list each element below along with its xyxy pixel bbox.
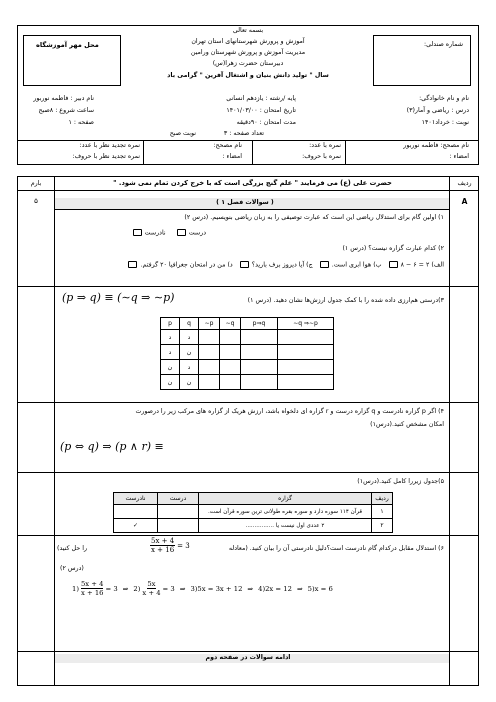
- page-count: تعداد صفحه : ۳: [223, 130, 264, 137]
- signature-2-label: امضاء :: [222, 153, 242, 160]
- answer-cell[interactable]: [220, 330, 241, 345]
- q3-col-contrapositive: ∼q ⇒∼p: [278, 318, 334, 330]
- q5-statement: ۲ عددی اول نیست یا ................: [199, 519, 372, 533]
- q3-truth-row: [161, 360, 334, 375]
- corrector-name: نام مصحح: فاطمه نوربور: [403, 142, 469, 149]
- q4-row-line: [17, 472, 479, 473]
- grade-major: پایه /رشته : یازدهم انسانی: [226, 95, 296, 102]
- grading-strip-line: [17, 140, 479, 141]
- header-row-line: [17, 190, 479, 191]
- header-line-2: مدیریت آموزش و پرورش شهرستان ورامین: [190, 49, 306, 56]
- answer-cell[interactable]: [278, 330, 334, 345]
- q1-opt-true-label: درست: [188, 229, 206, 237]
- q2-opt-c: ج) آیا دیروز برف بارید؟: [251, 261, 313, 269]
- seal-label: محل مهر آموزشگاه: [36, 41, 99, 49]
- q5-true-cell[interactable]: [158, 505, 199, 519]
- q5-text: ۵)جدول زیررا کامل کنید.(درس۱): [357, 478, 444, 485]
- cell: د: [180, 330, 199, 345]
- answer-cell[interactable]: [278, 360, 334, 375]
- quote-banner: حضرت علی (ع) می فرمایند " علم گنج بزرگی است که با خرج کردن تمام نمی شود. ": [113, 179, 392, 187]
- signature-1-label: امضاء :: [449, 153, 469, 160]
- header-line-3: دبیرستان حضرت زهرا(س): [212, 60, 284, 67]
- grading-divider-2: [252, 140, 253, 165]
- q5-statement: قرآن ۱۱۴ سوره دارد و سوره بقره طولانی ترین سوره قرآن است.: [199, 505, 372, 519]
- cell: ن: [180, 375, 199, 390]
- section-score: ۵: [34, 197, 38, 205]
- exam-term: نوبت : خرداد۱۴۰۱: [421, 119, 469, 126]
- q5-table: [113, 492, 393, 533]
- q6-equation: $\frac{5x + 4}{x + 16}$ = 3: [151, 537, 190, 554]
- answer-cell[interactable]: [220, 375, 241, 390]
- answer-cell[interactable]: [199, 375, 220, 390]
- q3-truth-header-row: [161, 318, 334, 330]
- q5-row: [114, 519, 393, 533]
- q4-formula: (p ⇔ q) ⇒ (p ∧ r) ≡: [60, 440, 164, 453]
- q5-header-row: [114, 493, 393, 505]
- q3-truth-row: [161, 375, 334, 390]
- q3-col-not-q: ∼q: [220, 318, 241, 330]
- score-header: بارم: [30, 180, 42, 187]
- grading-divider-3: [345, 140, 346, 165]
- grading-divider-1: [143, 140, 144, 165]
- exam-date: تاریخ امتحان : ۱۴۰۱/۰۳/۰۰: [226, 107, 296, 114]
- q5-col-row: ردیف: [372, 493, 393, 505]
- continued-note: ادامه سوالات در صفحه دوم: [205, 654, 291, 661]
- exam-shift: نوبت صبح: [169, 130, 196, 137]
- answer-cell[interactable]: [241, 375, 278, 390]
- q1-options: [132, 229, 206, 237]
- answer-cell[interactable]: [199, 345, 220, 360]
- cell: د: [161, 345, 180, 360]
- q3-row-line: [17, 402, 479, 403]
- q3-col-not-p: ∼p: [199, 318, 220, 330]
- q6-text: ۶) استدلال مقابل درکدام گام نادرست است؟دلیل نادرستی آن را بیان کنید. (معادله: [228, 545, 444, 552]
- q6-lesson: (درس ۲): [60, 565, 84, 572]
- page-number: صفحه : ۱: [68, 119, 94, 126]
- section-letter: A: [461, 197, 468, 206]
- cell: ن: [180, 345, 199, 360]
- start-time: ساعت شروع : ۸صبح: [38, 107, 94, 114]
- q5-row-number: ۲: [372, 519, 393, 533]
- cell: د: [180, 360, 199, 375]
- q5-true-cell[interactable]: [158, 519, 199, 533]
- review-letters-label: نمره تجدید نظر با حروف:: [72, 153, 140, 160]
- answer-cell[interactable]: [199, 330, 220, 345]
- answer-cell[interactable]: [278, 375, 334, 390]
- q2-opt-c-checkbox[interactable]: [240, 261, 249, 268]
- section-row-line: [55, 209, 449, 210]
- q2-opt-b-checkbox[interactable]: [320, 261, 329, 268]
- answer-cell[interactable]: [220, 360, 241, 375]
- q5-row-number: ۱: [372, 505, 393, 519]
- q6-steps: 1) 5x + 4 x + 16 = 3 ⇒ 2) 5x x + 4 = 3 ⇒ 3)5x = 3x + 12 ⇒ 4)2x = 12 ⇒ 5)x = 6: [72, 580, 333, 597]
- q5-col-false: نادرست: [114, 493, 158, 505]
- q3-truth-row: [161, 345, 334, 360]
- course-name: درس : ریاضی و آمار(۳): [406, 107, 469, 114]
- bismillah: بسمه تعالی: [232, 27, 264, 34]
- corrector2-label: نام مصحح:: [213, 142, 242, 149]
- q3-formula: (p ⇒ q) ≡ (∼q ⇒ ∼p): [62, 291, 175, 304]
- q2-opt-a: الف) ۲ = ۶ − ۸: [400, 261, 444, 269]
- q5-row-line: [17, 535, 479, 536]
- score-letters-label: نمره با حروف:: [302, 153, 341, 160]
- footer-row-line: [17, 651, 479, 652]
- q2-opt-a-checkbox[interactable]: [389, 261, 398, 268]
- q5-col-true: درست: [158, 493, 199, 505]
- q3-truth-table: [160, 317, 334, 390]
- q5-false-cell[interactable]: [114, 505, 158, 519]
- answer-cell[interactable]: [241, 330, 278, 345]
- q5-row: [114, 505, 393, 519]
- q2-options: [127, 261, 444, 269]
- q2-opt-d: د) من در امتحان جغرافیا ۲۰ گرفتم.: [140, 261, 233, 269]
- q2-opt-d-checkbox[interactable]: [128, 261, 137, 268]
- cell: ن: [161, 375, 180, 390]
- q2-opt-b: ب) هوا ابری است.: [331, 261, 382, 269]
- row-number-header: ردیف: [457, 180, 472, 187]
- q2-text: ۲) کدام عبارت گزاره نیست؟ (درس ۱): [342, 245, 444, 252]
- q3-truth-row: [161, 330, 334, 345]
- answer-cell[interactable]: [199, 360, 220, 375]
- q3-col-p-implies-q: p⇒q: [241, 318, 278, 330]
- answer-cell[interactable]: [241, 360, 278, 375]
- cell: د: [161, 330, 180, 345]
- exam-duration-visible: مدت امتحان : ۹۰دقیقه: [236, 119, 296, 126]
- year-motto: سال " تولید دانش بنیان و اشتغال آفرین " گرامی باد: [167, 72, 329, 79]
- answer-cell[interactable]: [278, 345, 334, 360]
- q1-opt-false-checkbox[interactable]: [133, 229, 142, 236]
- q1-opt-false-label: نادرست: [144, 229, 166, 237]
- section-title: ( سوالات فصل ۱ ): [216, 199, 274, 206]
- q1-opt-true-checkbox[interactable]: [177, 229, 186, 236]
- q5-col-statement: گزاره: [199, 493, 372, 505]
- seat-number-label: شماره صندلی:: [423, 41, 463, 48]
- header-line-1: آموزش و پرورش شهرستانهای استان تهران: [191, 38, 305, 45]
- q2-row-line: [17, 286, 479, 287]
- student-name-label: نام و نام خانوادگی:: [419, 95, 469, 102]
- answer-cell[interactable]: [241, 345, 278, 360]
- q3-col-q: q: [180, 318, 199, 330]
- score-digits-label: نمره با عدد:: [309, 142, 341, 149]
- q3-col-p: p: [161, 318, 180, 330]
- score-column-line: [54, 176, 55, 686]
- teacher-name: نام دبیر : فاطمه نوربور: [33, 95, 94, 102]
- answer-cell[interactable]: [220, 345, 241, 360]
- q4-text-1: ۴) اگر p گزاره نادرست و q گزاره درست و r گزاره ای دلخواه باشد، ارزش هریک از گزاره های مرکب زیر را درصورت: [135, 408, 444, 415]
- cell: ن: [161, 360, 180, 375]
- q4-text-2: امکان مشخص کنید.(درس۱): [370, 421, 444, 428]
- review-digits-label: نمره تجدید نظر با عدد:: [79, 142, 140, 149]
- q6-text-tail: را حل کنید): [57, 545, 88, 552]
- q3-text: ۳)درستی هم‌ارزی داده شده را با کمک جدول ارزش‌ها نشان دهید. (درس ۱): [247, 297, 444, 304]
- q1-text: ۱) اولین گام برای استدلال ریاضی این است که عبارت توصیفی را به زبان ریاضی بنویسیم. (درس ۲): [184, 214, 444, 221]
- row-number-column-line: [449, 176, 450, 686]
- q5-false-cell[interactable]: ✓: [114, 519, 158, 533]
